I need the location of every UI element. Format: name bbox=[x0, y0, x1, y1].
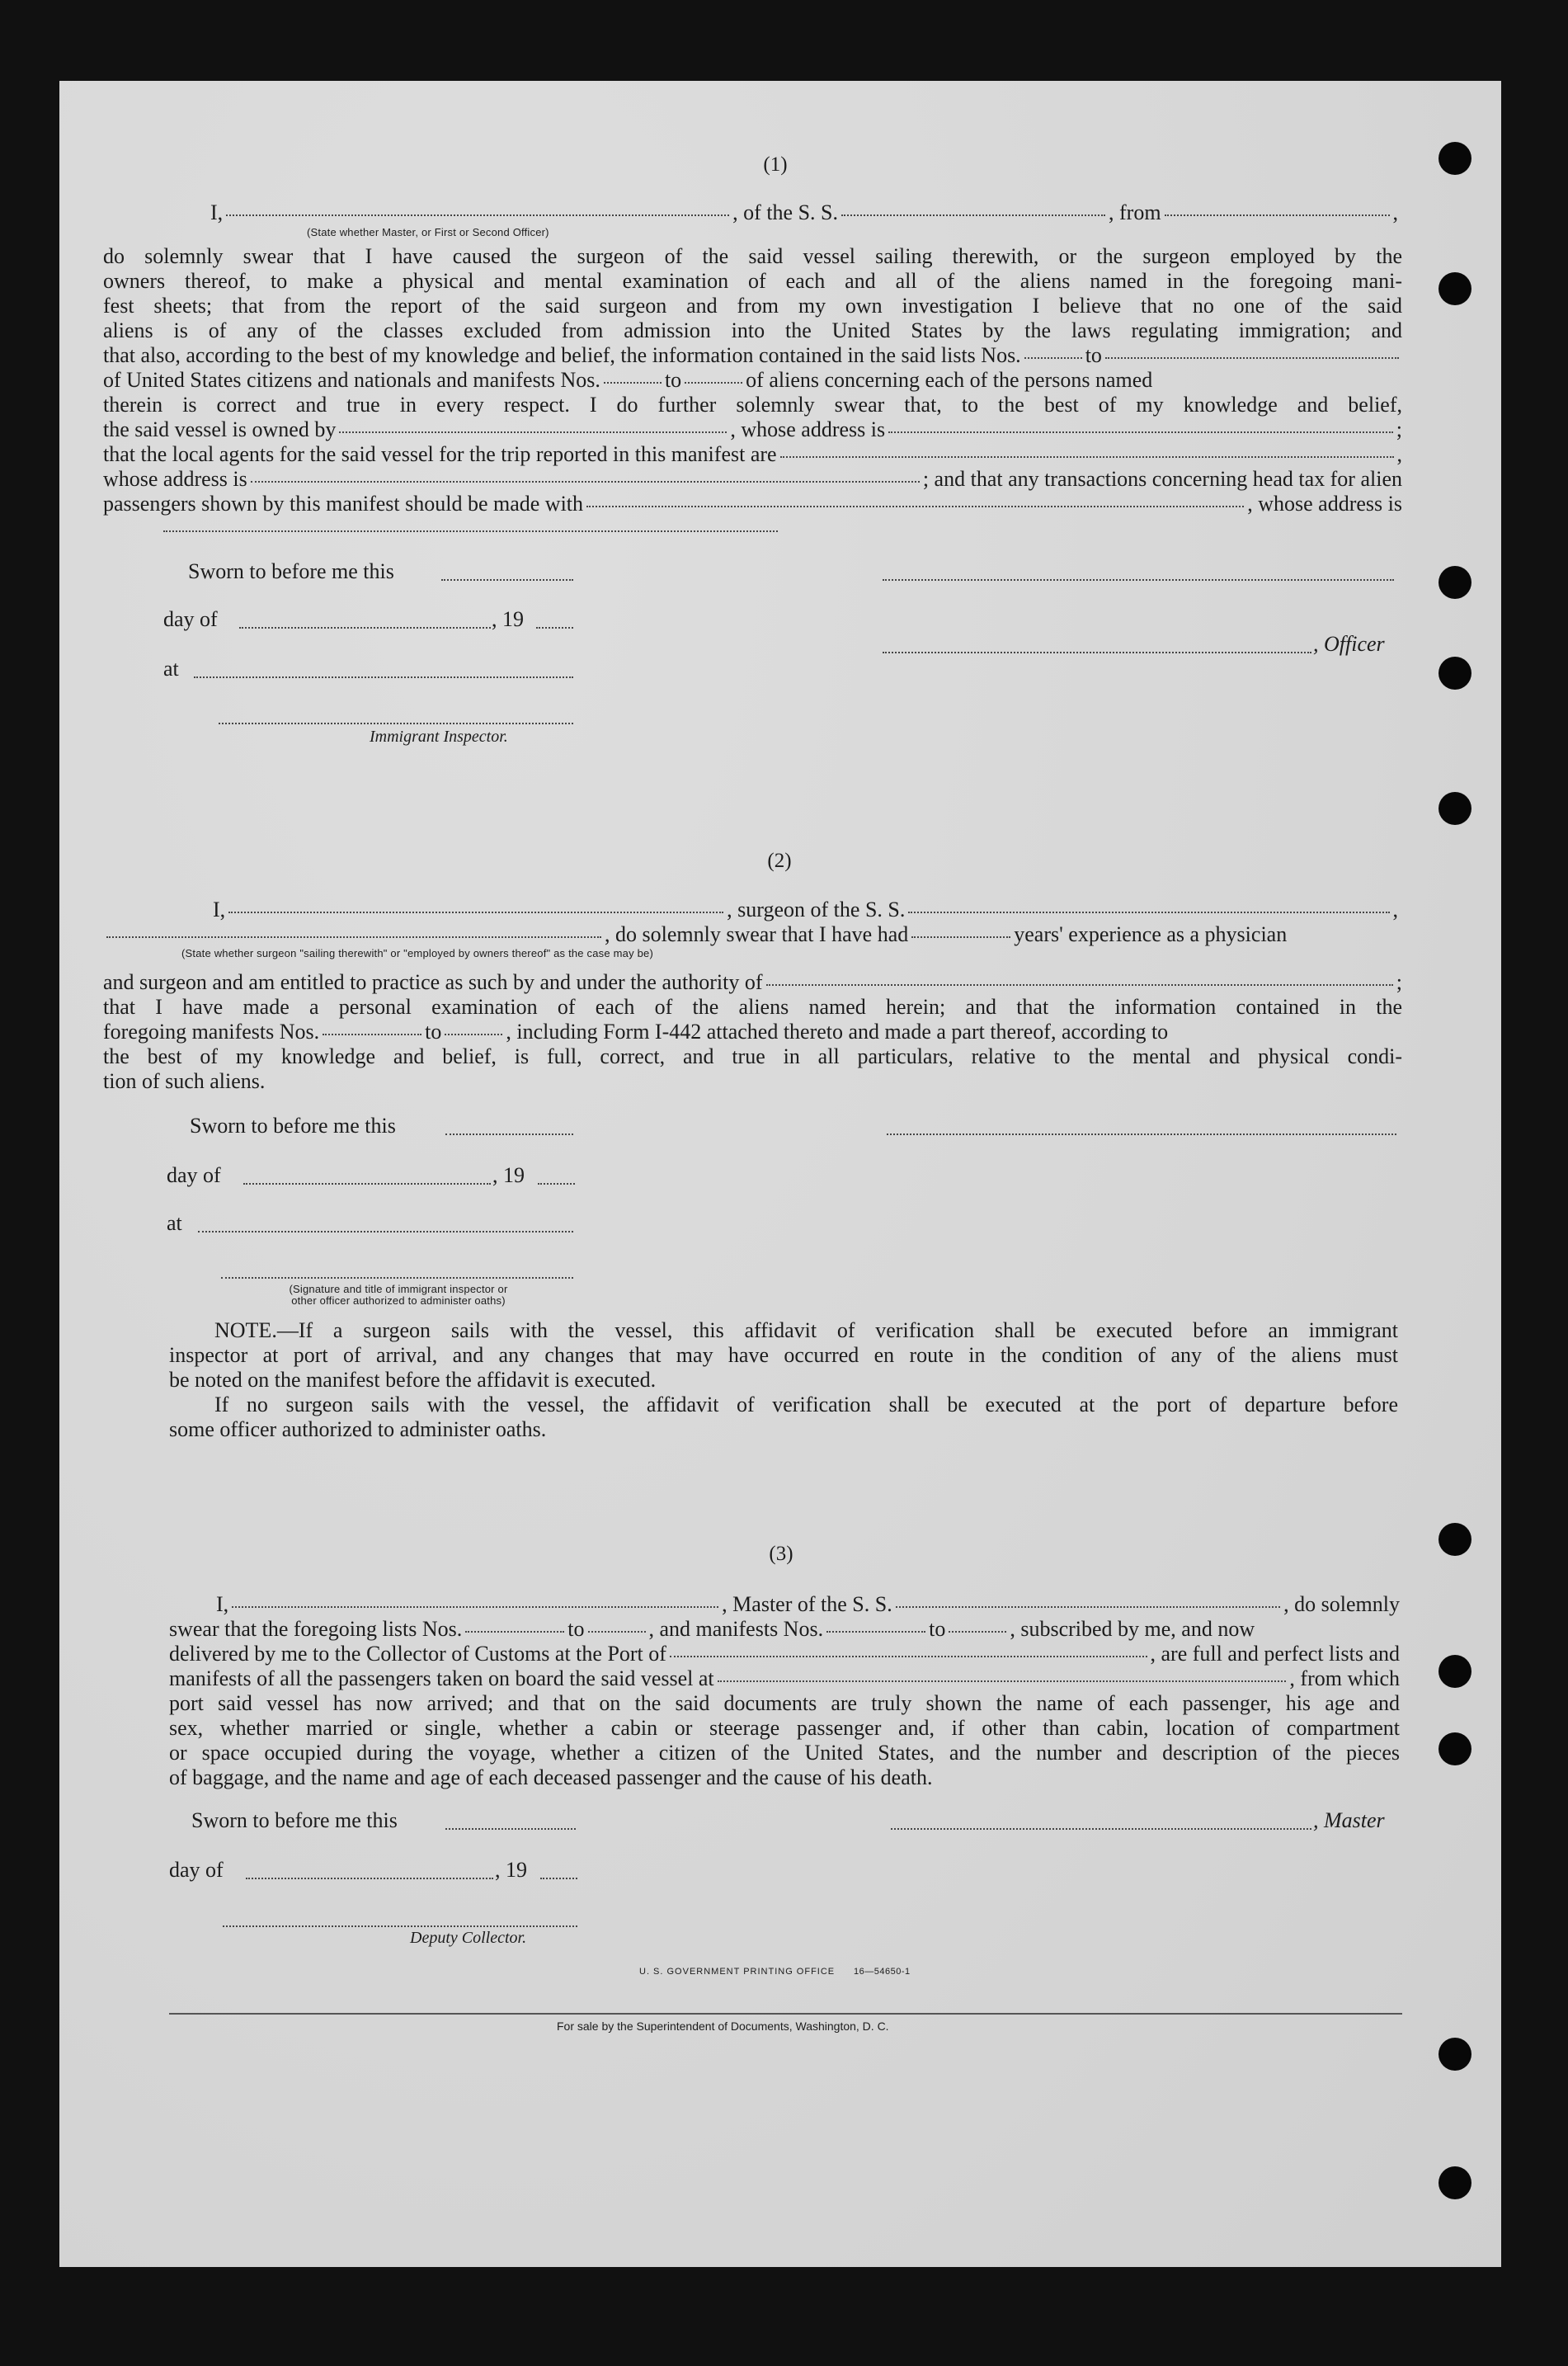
section-number: (1) bbox=[763, 153, 788, 176]
note-paragraph: NOTE.—If a surgeon sails with the vessel, this affidavit of verification shall be executed before an immigrant inspector at port of arrival, and any changes that may have occurred en route in the condition of any of the aliens must be noted on the manifest before the affidavit is executed. If no surgeon sails with the vessel, the affidavit of verification shall be executed at the port of departure before some officer authorized to administer oaths. bbox=[169, 1318, 1398, 1441]
month-field[interactable] bbox=[243, 1183, 491, 1185]
year-field[interactable] bbox=[540, 1878, 577, 1879]
best-knowledge-line: the best of my knowledge and belief, is full, correct, and true in all particulars, relative to the mental and physical condi- bbox=[103, 1044, 1402, 1068]
surgeon-vessel-field[interactable] bbox=[908, 912, 1389, 913]
vessel-name-field[interactable] bbox=[841, 214, 1105, 216]
master-name-field[interactable] bbox=[232, 1606, 718, 1608]
binder-hole bbox=[1439, 1732, 1471, 1765]
sworn-label: Sworn to before me this bbox=[188, 559, 394, 583]
month-field[interactable] bbox=[246, 1878, 493, 1879]
therein-line: therein is correct and true in every respect. I do further solemnly swear that, to the best of my knowledge and belief, bbox=[103, 393, 1402, 417]
footer-text: For sale by the Superintendent of Documents, Washington, D. C. bbox=[557, 2020, 889, 2033]
lists-manifests-line: swear that the foregoing lists Nos. to , and manifests Nos. to , subscribed by me, and now bbox=[169, 1617, 1255, 1641]
master-signature-field[interactable] bbox=[891, 1828, 1311, 1830]
lists-line: that also, according to the best of my knowledge and belief, the information contained in the said lists Nos. to bbox=[103, 343, 1402, 368]
inspector-label: Immigrant Inspector. bbox=[370, 728, 508, 746]
sworn-label: Sworn to before me this bbox=[190, 1114, 396, 1138]
agents-line: that the local agents for the said vessel for the trip reported in this manifest are , bbox=[103, 442, 1402, 466]
lists-to-field[interactable] bbox=[1105, 357, 1399, 359]
master-label: , Master bbox=[1313, 1808, 1385, 1832]
binder-hole bbox=[1439, 566, 1471, 599]
manifests-line: of United States citizens and nationals and manifests Nos. to of aliens concerning each of the persons named bbox=[103, 368, 1153, 392]
surgeon-type-field[interactable] bbox=[106, 936, 601, 938]
customs-port-field[interactable] bbox=[670, 1656, 1147, 1657]
location-field[interactable] bbox=[198, 1231, 573, 1232]
lists-to-field[interactable] bbox=[588, 1631, 646, 1633]
binder-hole bbox=[1439, 272, 1471, 305]
at-label: at bbox=[167, 1211, 182, 1235]
owner-field[interactable] bbox=[339, 431, 727, 433]
officer-rank-field[interactable] bbox=[226, 214, 729, 216]
officer-signature-field[interactable] bbox=[883, 579, 1394, 581]
boarding-port-line: manifests of all the passengers taken on board the said vessel at , from which bbox=[169, 1666, 1400, 1690]
foregoing-manifests-line: foregoing manifests Nos. to , including Form I-442 attached thereto and made a part thereof, according to bbox=[103, 1020, 1169, 1044]
boarding-port-field[interactable] bbox=[718, 1680, 1287, 1682]
year-label: , 19 bbox=[495, 1858, 527, 1882]
master-vessel-field[interactable] bbox=[896, 1606, 1280, 1608]
officer-label: , Officer bbox=[1313, 632, 1385, 656]
oath-paragraph: port said vessel has now arrived; and that on the said documents are truly shown the name of each passenger, his age and sex, whether married or single, whether a cabin or steerage passenger and, if other than cabin, location of compartment or space occupied during the voyage, whether a citizen of the United States, and the number and description of the pieces of baggage, and the name and age of each deceased passenger and the cause of his death. bbox=[169, 1691, 1400, 1789]
deputy-label: Deputy Collector. bbox=[410, 1929, 527, 1947]
lists-from-field[interactable] bbox=[465, 1631, 564, 1633]
binder-hole bbox=[1439, 1655, 1471, 1688]
sworn-date-field[interactable] bbox=[445, 1828, 576, 1830]
manifests-from-field[interactable] bbox=[323, 1034, 421, 1035]
location-field[interactable] bbox=[194, 676, 573, 678]
owner-line: the said vessel is owned by , whose address is ; bbox=[103, 417, 1402, 441]
manifests-to-field[interactable] bbox=[445, 1034, 502, 1035]
day-of-label: day of bbox=[169, 1858, 224, 1882]
head-tax-line: passengers shown by this manifest should be made with , whose address is bbox=[103, 492, 1402, 516]
field-caption: (State whether surgeon "sailing therewith" or "employed by owners thereof" as the case may be) bbox=[181, 947, 653, 959]
sworn-date-field[interactable] bbox=[441, 579, 573, 581]
head-tax-address-field[interactable] bbox=[163, 530, 778, 532]
surgeon-line: I, , surgeon of the S. S. , bbox=[213, 898, 1398, 921]
customs-port-line: delivered by me to the Collector of Customs at the Port of , are full and perfect lists and bbox=[169, 1642, 1400, 1666]
at-label: at bbox=[163, 657, 179, 681]
year-label: , 19 bbox=[492, 1163, 525, 1187]
experience-line: , do solemnly swear that I have had years' experience as a physician bbox=[103, 922, 1402, 947]
authority-field[interactable] bbox=[766, 984, 1393, 986]
month-field[interactable] bbox=[239, 627, 491, 629]
agents-address-line: whose address is ; and that any transactions concerning head tax for alien bbox=[103, 467, 1402, 491]
origin-port-field[interactable] bbox=[1165, 214, 1390, 216]
footer-rule bbox=[169, 2013, 1402, 2015]
lists-from-field[interactable] bbox=[1024, 357, 1082, 359]
inspector-signature-field[interactable] bbox=[219, 723, 573, 724]
section-number: (3) bbox=[769, 1543, 793, 1565]
binder-hole bbox=[1439, 1523, 1471, 1556]
binder-hole bbox=[1439, 657, 1471, 690]
year-field[interactable] bbox=[536, 627, 573, 629]
sworn-date-field[interactable] bbox=[445, 1134, 573, 1135]
officer-title-field[interactable] bbox=[883, 652, 1311, 653]
owner-address-field[interactable] bbox=[888, 431, 1393, 433]
binder-hole bbox=[1439, 2166, 1471, 2199]
personal-exam-line: that I have made a personal examination of each of the aliens named herein; and that the information contained in the bbox=[103, 995, 1402, 1019]
head-tax-contact-field[interactable] bbox=[586, 506, 1244, 507]
manifests-from-field[interactable] bbox=[826, 1631, 925, 1633]
year-field[interactable] bbox=[538, 1183, 575, 1185]
agents-address-field[interactable] bbox=[251, 481, 920, 483]
experience-years-field[interactable] bbox=[911, 936, 1010, 938]
printing-office-imprint: U. S. GOVERNMENT PRINTING OFFICE bbox=[639, 1967, 836, 1977]
master-line: I, , Master of the S. S. , do solemnly bbox=[216, 1592, 1400, 1616]
day-of-label: day of bbox=[167, 1163, 221, 1187]
form-code: 16—54650-1 bbox=[854, 1967, 911, 1977]
year-label: , 19 bbox=[492, 607, 524, 631]
section-number: (2) bbox=[767, 850, 792, 872]
surgeon-signature-field[interactable] bbox=[887, 1134, 1396, 1135]
binder-hole bbox=[1439, 142, 1471, 175]
manifests-to-field[interactable] bbox=[685, 382, 742, 384]
oath-master-line: I, , of the S. S. , from , bbox=[210, 200, 1398, 224]
agents-field[interactable] bbox=[780, 456, 1394, 458]
inspector-signature-field[interactable] bbox=[221, 1277, 573, 1279]
binder-hole bbox=[1439, 792, 1471, 825]
surgeon-name-field[interactable] bbox=[228, 912, 723, 913]
tion-line: tion of such aliens. bbox=[103, 1069, 266, 1093]
manifests-from-field[interactable] bbox=[604, 382, 662, 384]
sworn-label: Sworn to before me this bbox=[191, 1808, 398, 1832]
authority-line: and surgeon and am entitled to practice as such by and under the authority of ; bbox=[103, 970, 1402, 994]
field-caption: (State whether Master, or First or Second Officer) bbox=[307, 226, 549, 238]
deputy-signature-field[interactable] bbox=[223, 1925, 577, 1927]
day-of-label: day of bbox=[163, 607, 218, 631]
oath-paragraph: do solemnly swear that I have caused the surgeon of the said vessel sailing therewith, or the surgeon employed by the owners thereof, to make a physical and mental examination of each and all of the aliens named in the foregoing mani- fest sheets; that from the report of the said surgeon and from my own investigation I believe that no one of the said aliens is of any of the classes excluded from admission into the United States by the laws regulating immigration; and bbox=[103, 244, 1402, 342]
manifests-to-field[interactable] bbox=[949, 1631, 1006, 1633]
binder-hole bbox=[1439, 2038, 1471, 2071]
signature-caption: (Signature and title of immigrant inspector or other officer authorized to administer oaths) bbox=[289, 1283, 508, 1307]
